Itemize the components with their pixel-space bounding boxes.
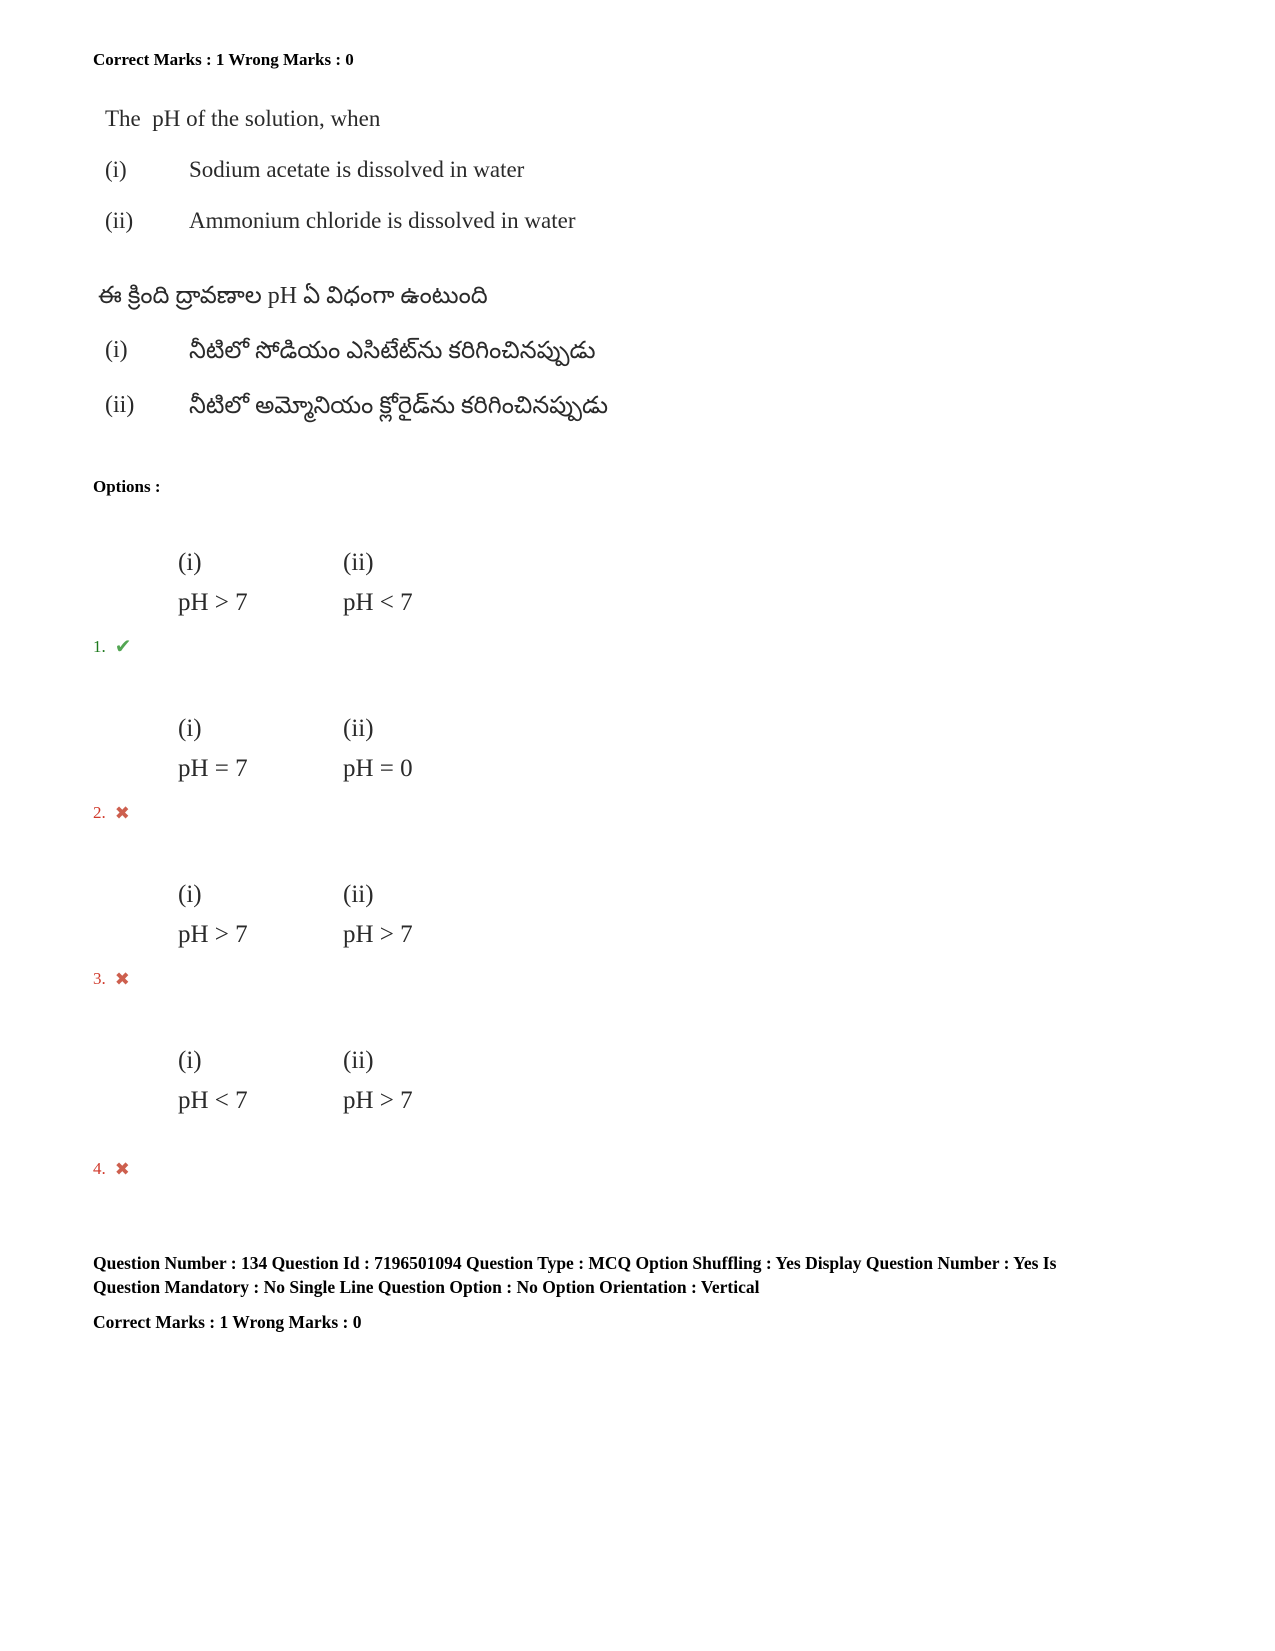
question-metadata bbox=[93, 1251, 1195, 1334]
option-value-ii: pH > 7 bbox=[343, 921, 413, 948]
option-value-ii: pH > 7 bbox=[343, 1087, 413, 1114]
question-intro-english: The pH of the solution, when bbox=[105, 106, 381, 131]
option-2 bbox=[93, 715, 1195, 823]
metadata-line-1: Question Number : 134 Question Id : 7196501094 Question Type : MCQ Option Shuffling : Yes Display Question Number : Yes Is bbox=[93, 1253, 1057, 1273]
option-column-header-i: (i) bbox=[178, 1047, 202, 1074]
wrong-cross-icon: ✖ bbox=[114, 803, 130, 823]
question-text-telugu bbox=[93, 282, 1195, 425]
option-values bbox=[93, 755, 1195, 783]
options-heading: Options : bbox=[93, 477, 161, 496]
option-column-headers bbox=[93, 1047, 1195, 1075]
option-column-headers bbox=[93, 881, 1195, 909]
option-column-headers bbox=[93, 549, 1195, 577]
question-text-english bbox=[93, 106, 1195, 234]
wrong-cross-icon: ✖ bbox=[114, 1159, 130, 1179]
item-number: (i) bbox=[105, 157, 127, 182]
option-number: 4. bbox=[93, 1159, 106, 1178]
question-item bbox=[93, 208, 1195, 234]
option-column-header-ii: (ii) bbox=[343, 549, 374, 576]
option-values bbox=[93, 921, 1195, 949]
item-text: నీటిలో అమ్మోనియం క్లోరైడ్‌ను కరిగించినప్పుడు bbox=[189, 393, 609, 419]
option-marker bbox=[93, 969, 1195, 989]
option-value-i: pH < 7 bbox=[178, 1087, 248, 1114]
option-value-ii: pH = 0 bbox=[343, 755, 413, 782]
metadata-marks-line: Correct Marks : 1 Wrong Marks : 0 bbox=[93, 1312, 362, 1333]
option-values bbox=[93, 589, 1195, 617]
metadata-line-2: Question Mandatory : No Single Line Question Option : No Option Orientation : Vertical bbox=[93, 1277, 760, 1298]
option-marker bbox=[93, 1159, 1195, 1179]
marks-header: Correct Marks : 1 Wrong Marks : 0 bbox=[93, 50, 354, 69]
correct-check-icon: ✔ bbox=[114, 636, 132, 658]
option-3 bbox=[93, 881, 1195, 989]
item-number: (i) bbox=[105, 337, 128, 363]
option-marker bbox=[93, 803, 1195, 823]
option-values bbox=[93, 1087, 1195, 1115]
option-number: 1. bbox=[93, 637, 106, 656]
item-text: Ammonium chloride is dissolved in water bbox=[189, 208, 576, 233]
option-column-header-i: (i) bbox=[178, 881, 202, 908]
option-column-header-i: (i) bbox=[178, 715, 202, 742]
option-number: 2. bbox=[93, 803, 106, 822]
question-item bbox=[93, 392, 1195, 425]
item-text: నీటిలో సోడియం ఎసిటేట్‌ను కరిగించినప్పుడు bbox=[189, 338, 596, 364]
question-item bbox=[93, 157, 1195, 183]
option-1 bbox=[93, 549, 1195, 657]
option-column-header-ii: (ii) bbox=[343, 1047, 374, 1074]
option-4 bbox=[93, 1047, 1195, 1179]
option-column-header-i: (i) bbox=[178, 549, 202, 576]
option-column-header-ii: (ii) bbox=[343, 715, 374, 742]
option-column-header-ii: (ii) bbox=[343, 881, 374, 908]
wrong-cross-icon: ✖ bbox=[114, 969, 130, 989]
option-number: 3. bbox=[93, 969, 106, 988]
question-item bbox=[93, 337, 1195, 370]
question-intro-telugu: ఈ క్రింది ద్రావణాల pH ఏ విధంగా ఉంటుంది bbox=[98, 283, 488, 309]
option-column-headers bbox=[93, 715, 1195, 743]
option-value-i: pH > 7 bbox=[178, 589, 248, 616]
option-value-ii: pH < 7 bbox=[343, 589, 413, 616]
item-text: Sodium acetate is dissolved in water bbox=[189, 157, 525, 182]
option-value-i: pH > 7 bbox=[178, 921, 248, 948]
option-marker bbox=[93, 637, 1195, 657]
option-value-i: pH = 7 bbox=[178, 755, 248, 782]
item-number: (ii) bbox=[105, 208, 134, 233]
item-number: (ii) bbox=[105, 392, 135, 418]
